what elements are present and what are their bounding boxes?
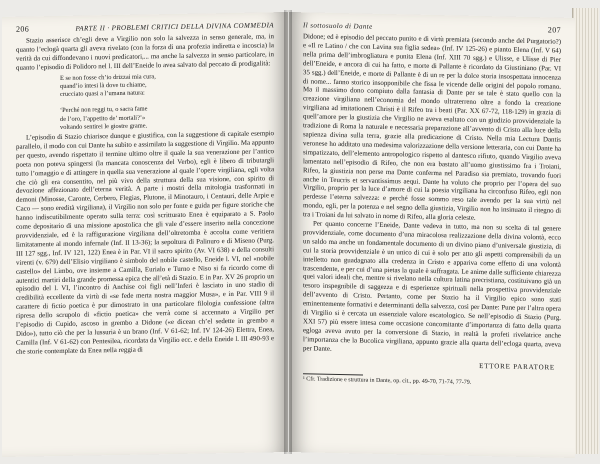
page-edges: [572, 8, 599, 454]
paragraph: Stazio asserisce ch’egli deve a Virgilio non solo la salvezza in senso generale, ma, in quanto l’eclogà quarta gli aveva rivelato (con la forza di una profezia indiretta e incoscia) la verità da cui diffondevano i nuovi predicatori,... ma anche la salvezza in senso particolare, in quanto l’episodio di Polidoro nel l. III dell’Eneide lo avea salvato dal peccato di prodigalità:: [16, 33, 274, 72]
right-page-body: [289, 29, 575, 389]
book-spine: [284, 10, 292, 454]
right-page: [289, 12, 575, 458]
paragraph: Didone; ed è episodio del peccato punito e di virtù premiata (secondo anche del Purgatorio?) e «Il re Latino / che con Lavina sua figlia sedea» (Inf. IV 125-26) e pianto Elena (Inf. V 64) nella prima dell’imbrogliatura e punita Elena (Inf. XIII 70 sgg.) e Ulisse, e Ulisse di Pier dell’Eneide, e ancora di cui ha fatto, e morte di Pallante è ricordato da Giustiniano (Par. VI 35 sgg.) dell’Eneide, e morte di Pallante è di un re per la dolce storia insospettata innocenza di nome... fanno storico insopponibile che fissa le vicende delle origini del popolo romano. Ma il massimo dono compiuto dalla fantasia di Dante per se tale è stato quello con la creazione virgiliana nell’economia del mondo ultraterreno oltre a fondo la creazione virgiliana ad imitationem Christi è il Rifeo tra i beati (Par. XX 67-72, 118-129) in grazia di quell’amore per la giustizia che Virgilio ne aveva esaltato con un giudizio provvidenziale la tradizione di Roma la naturale e necessaria preparazione all’avvento di Cristo alla luce della sapienza divina sulla terra, grazie alla predicazione di Cristo. Nella mia Lectura Dantis veronese ho additato una medesima valorizzazione della versione letteraria, con cui Dante ha simpatizzato, dell’elemento antropologico rispetto al dantesco rifiuto, quando Virgilio aveva lamentato nell’episodio di Rifeo, che non era bastato all’uomo giustissimo fra i Troiani, Rifeo, la giustizia non perse ma Dante conferma nel Paradiso sia premiato, trovando fuori anche in Teucris et servantissimus aequi. Dante ha voluto che proprio per l’opera del suo Virgilio, proprio per la luce d’amore di cui la poesia virgiliana ha circonfuso Rifeo, egli non perdesse l’eterna salvezza: e perché fosse sommo reso tale avendo per la sua virtù nel mondo, egli, per la potenza e nel segno della giustizia, Virgilio non ha insinuato il ritegno di tra i Troiani da lui salvato in nome di Rifeo, alla gloria celeste.: [303, 33, 561, 223]
verse-line: ‘Perché non reggi tu, o sacra fame: [60, 105, 148, 115]
page-number: 206: [16, 24, 30, 34]
author-signature: ETTORE PARATORE: [479, 361, 555, 372]
verse-line: crucciato quasi a l’umana natura:: [60, 89, 145, 99]
running-head: PARTE II · PROBLEMI CRITICI DELLA DIVINA COMMEDIA: [75, 21, 274, 33]
footnote: ¹ Cfr. Tradizione e struttura in Dante, op. cit., pp. 49-70, 71-74, 77-79.: [303, 375, 472, 386]
paragraph: Per quanto concerne l’Eneide, Dante vedeva in tutto, ma non su scelta di tal genere provvidenziale, come documento d’una miracolosa realizzazione della divina volontà, ecco un saldo ma anche un fondamentale documento di un divino piano d’universale giustizia, di cui la storia provvidenziale è un unico di cui è solo per atto gli aspetti comprensibili da un intelletto non guadagnato alla credenza in Cristo e appariva come effetto di una volontà trascendente, e per cui d’una pietas la quale è suffragata. Le anime dalle sufficiente chiarezza quei valori ideali che, mentre si rivelano nella cultura latina precristiana, costituivano già un tesoro inspegnibile di saggezza e di esperienze spirituali nella prospettiva provvidenziale dell’avvento di Cristo. Pertanto, come per Stazio ha il Virgilio epico sono stati eminentemente formativi e determinanti della salvezza, così per Dante: Pune per l’altra opera di Virgilio si è cercata un essenziale valore escatologico. Se nell’episodio di Stazio (Purg. XXI 57) più essere intesa come occasione concomitante d’importanza di fatto della quarta egloga aveva avuto per la conversione di Stazio, in realtà la profeti rivelatrice anche l’importanza che la Bucolica virgiliana, appunto grazie alla quarta dell’ecloga quarta, aveva per Dante.: [303, 220, 561, 353]
verse-quotation: [60, 71, 274, 132]
running-head: Il sottosuolo di Dante: [303, 21, 373, 31]
verse-line: quand’io intesi là dove tu chiame,: [60, 81, 147, 90]
left-page-body: [2, 29, 288, 358]
page-number: 207: [547, 25, 561, 35]
verse-line: voltando sentirei le giostre grame.: [60, 122, 148, 131]
paragraph: L’episodio di Stazio chiarisce dunque e giustifica, con la suggestione di capitale esempio parallelo, il modo con cui Dante ha subìto e assimilato la suggestione di Virgilio. Ma appunto per questo, avendo rispettato il termine ultimo oltre il quale la sua venerazione per l’antico poeta non poteva spingersi (la mancata conoscenza del Verbo), egli è libero di tributargli tutto l’omaggio e di attingere in quella sua venerazione al quale l’opere virgiliana, egli volta che ciò gli era consentito, nel più vivo della struttura della sua visione, con spirito di devozione affezionato dell’eterna verità. A parte i mostri della mitologia trasformati in demoni (Minosse, Caronte, Cerbero, Flegias, Plutone, il Minotauro, i Centauri, delle Arpie e Caco — sono eredità virgiliana), il Virgilio non solo per fonte e guida per figure storiche che hanno indiscutibilmente operato sulla terra: così scritturato Enea è equiparato a S. Paolo come depositario di una missione apostolica che gli vale d’essere inserito nella concezione provvidenziale, ed è la raffigurazione virgiliana dell’oltretomba è accolta come veritiera limitatamente al mondo infernale (Inf. II 13-36); la sepoltura di Palinuro e di Miseno (Purg. III 127 sgg., Inf. IV 121, 122) Enea è in Par. VI il sacro spirito (Av. VI 638) e della consulti virenti (v. 679) dell’Elisio virgiliano è simbolo del nobile castello, Eneide l. VI, nel «nobile castello» del Limbo, ove insieme a Camilla, Eurialo e Turno e Niso si fa ricordo come di autentici martiri della grande promessa epica che all’età di Stazio. E in Par. XV 26 proprio un episodio del l. VI, l’incontro di Anchise coi figli nell’Inferi è lasciato in uno stadio di credibilità eccellente da virtù di «se fede merta nostra maggior Musa», e in Par. VIII 9 il carattere di fictio poetica è pur dimostrato in una particolare filologia confessione (altra ripresa dello scrupolo di «fictio poetica» che verrà come si accennato a Virgilio per l’episodio di Cupido, ascoso in grembo a Didone («e dicean ch’el sedette in grembo a Dido»), tutto ciò che per la lussuria è un brano (Inf. V 61-62; Inf. IV 124-26) Elettra, Enea, Camilla (Inf. V 61-62) con Pentesilea, ricordata da Virgilio ecc. e della Eneide l. III 490-93 e che storie contemplate da Enea nella reggia di: [16, 130, 274, 356]
left-page: [2, 12, 288, 457]
verse-line: E se non fosse ch’io drizzai mia cura,: [60, 72, 156, 82]
footnote-rule: [303, 373, 363, 375]
verse-line: de l’oro, l’appetito de’ mortali?’»: [60, 114, 146, 123]
